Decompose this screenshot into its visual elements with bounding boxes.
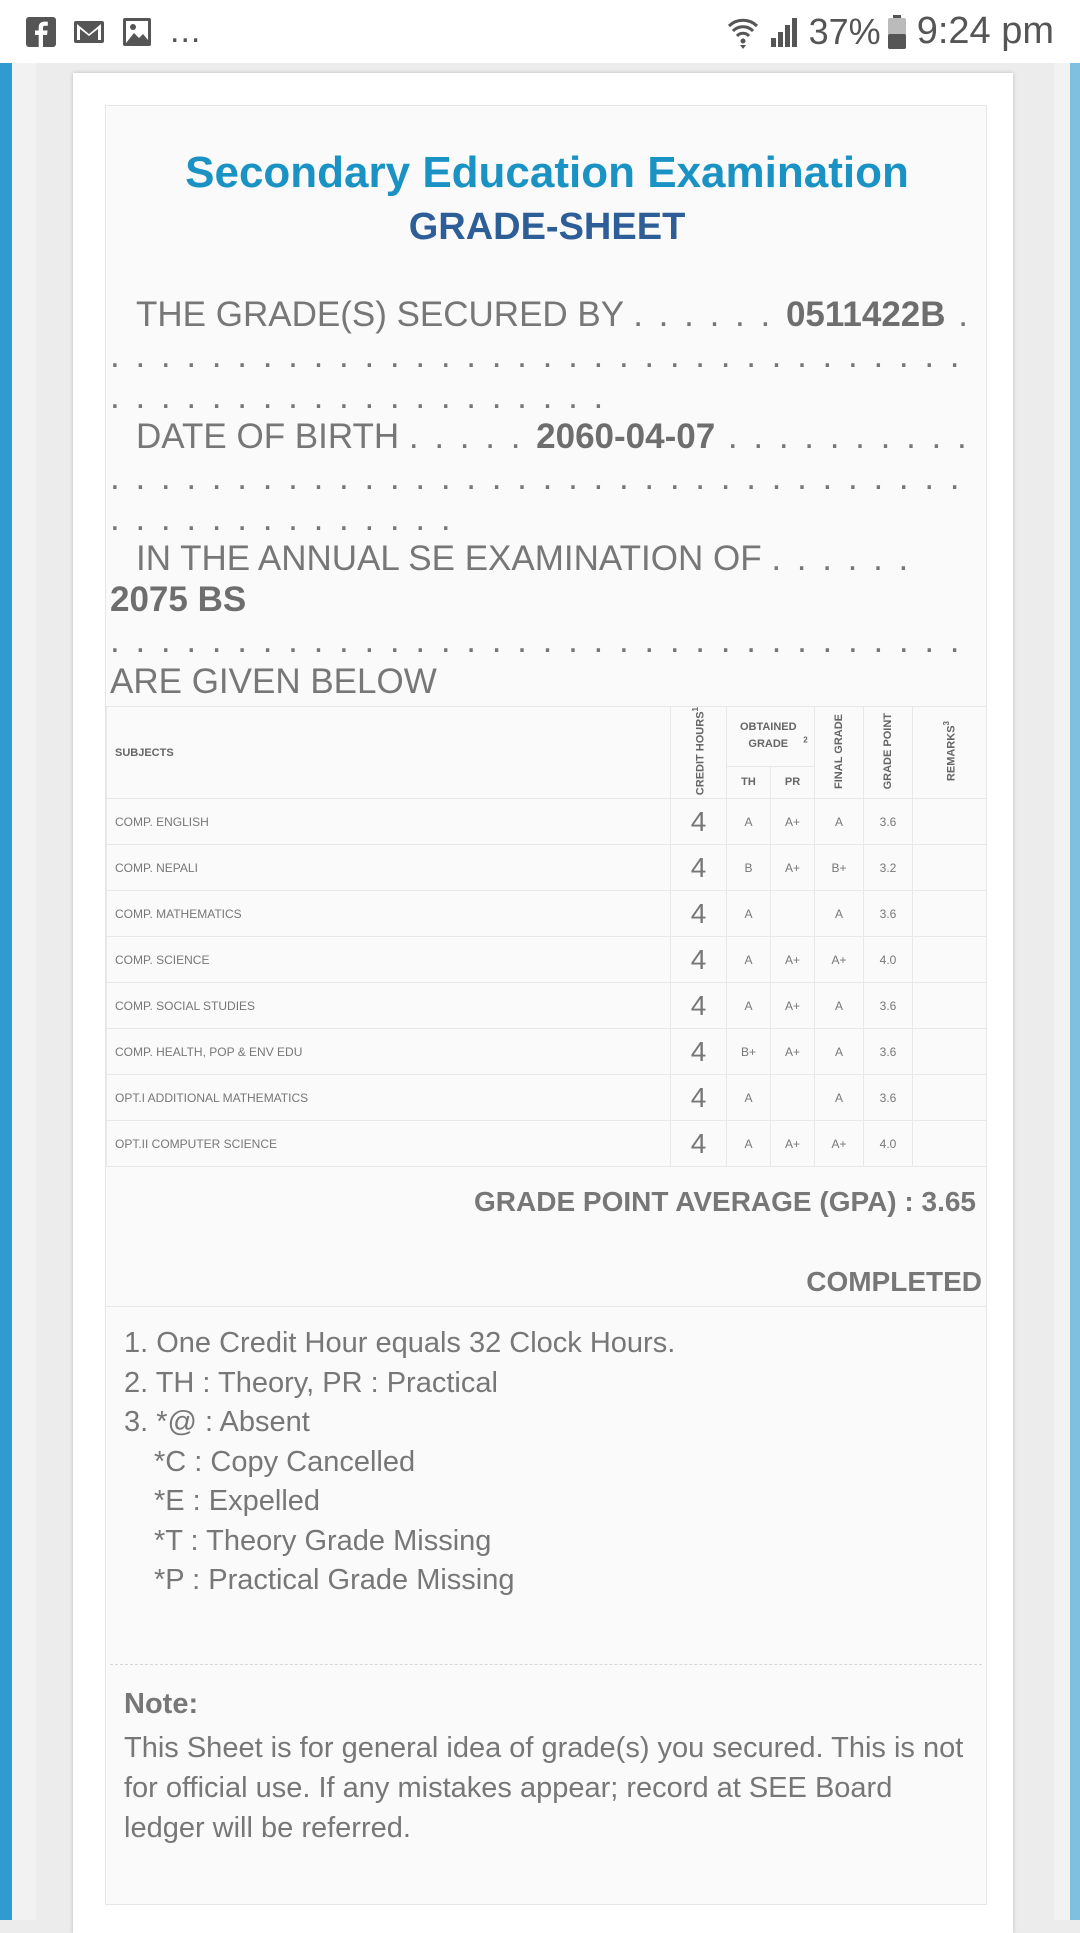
theory-grade-cell: A — [727, 799, 771, 845]
footnote-2: 2. TH : Theory, PR : Practical — [124, 1366, 498, 1399]
theory-grade-cell: A — [727, 983, 771, 1029]
practical-grade-cell — [771, 891, 815, 937]
note-body: This Sheet is for general idea of grade(s) you secured. This is not for official use. If any mistakes appear; record at SEE Board ledger will be referred. — [124, 1732, 964, 1844]
grade-point-cell: 3.6 — [864, 983, 913, 1029]
final-grade-cell: A — [815, 1075, 864, 1121]
credit-hours-cell: 4 — [671, 1075, 727, 1121]
secured-by-line: THE GRADE(S) SECURED BY . . . . . . 0511422B . . . . . . . . . . . . . . . . . . . . . . . . . . . . . . . . . . . . . . . . . . . . . . . . . . . . . . . — [110, 295, 971, 416]
dob-label: DATE OF BIRTH — [136, 417, 400, 456]
footnote-copy-cancelled: *C : Copy Cancelled — [154, 1445, 416, 1478]
practical-grade-cell: A+ — [771, 983, 815, 1029]
table-row — [107, 1121, 987, 1167]
table-row — [107, 891, 987, 937]
credit-hours-cell: 4 — [671, 1121, 727, 1167]
credit-hours-cell: 4 — [671, 983, 727, 1029]
grade-sheet — [105, 105, 987, 1905]
grades-table — [106, 706, 987, 1167]
gallery-icon — [120, 15, 154, 49]
footnote-practical-missing: *P : Practical Grade Missing — [154, 1564, 515, 1596]
facebook-icon — [24, 15, 58, 49]
credit-hours-header: CREDIT HOURS$^1$ — [671, 707, 727, 799]
status-bar — [0, 0, 1080, 63]
divider — [106, 1306, 986, 1307]
subject-cell: COMP. HEALTH, POP & ENV EDU — [107, 1029, 671, 1075]
credit-hours-cell: 4 — [671, 891, 727, 937]
subject-cell: OPT.II COMPUTER SCIENCE — [107, 1121, 671, 1167]
final-grade-header: FINAL GRADE — [815, 707, 864, 799]
grade-point-cell: 3.6 — [864, 1029, 913, 1075]
final-grade-cell: A — [815, 799, 864, 845]
footnote-3: 3. *@ : Absent — [124, 1406, 310, 1438]
subject-cell: OPT.I ADDITIONAL MATHEMATICS — [107, 1075, 671, 1121]
note-title: Note: — [124, 1688, 199, 1720]
grade-point-cell: 3.6 — [864, 891, 913, 937]
footnote-theory-missing: *T : Theory Grade Missing — [154, 1524, 492, 1557]
subjects-header: SUBJECTS — [107, 707, 671, 799]
remarks-cell — [913, 1121, 987, 1167]
th-header: TH — [727, 766, 771, 799]
remarks-cell — [913, 891, 987, 937]
practical-grade-cell: A+ — [771, 1121, 815, 1167]
gmail-icon — [72, 15, 106, 49]
practical-grade-cell: A+ — [771, 799, 815, 845]
left-margin — [12, 63, 36, 1920]
credit-hours-cell: 4 — [671, 1029, 727, 1075]
subject-cell: COMP. SCIENCE — [107, 937, 671, 983]
left-accent-stripe — [0, 63, 12, 1920]
remarks-cell — [913, 937, 987, 983]
grade-point-cell: 3.2 — [864, 845, 913, 891]
result-status: COMPLETED — [806, 1266, 982, 1297]
clock: 9:24 pm — [916, 10, 1054, 52]
remarks-header: REMARKS$^3$ — [913, 707, 987, 799]
final-grade-cell: A — [815, 983, 864, 1029]
table-row — [107, 799, 987, 845]
practical-grade-cell: A+ — [771, 845, 815, 891]
exam-suffix: ARE GIVEN BELOW — [110, 662, 437, 701]
practical-grade-cell: A+ — [771, 1029, 815, 1075]
final-grade-cell: B+ — [815, 845, 864, 891]
footnote-1: 1. One Credit Hour equals 32 Clock Hours. — [124, 1327, 676, 1359]
theory-grade-cell: A — [727, 1121, 771, 1167]
notification-icons — [24, 12, 201, 51]
table-row — [107, 845, 987, 891]
battery-icon — [887, 14, 907, 50]
dashed-divider — [110, 1664, 982, 1665]
obtained-grade-header: OBTAINED GRADE $^2$ — [727, 707, 815, 767]
dob-value: 2060-04-07 — [536, 417, 716, 456]
exam-year: 2075 BS — [110, 580, 247, 619]
system-status — [725, 10, 1054, 53]
credit-hours-cell: 4 — [671, 937, 727, 983]
table-row — [107, 1075, 987, 1121]
table-row — [107, 937, 987, 983]
more-notifications: ... — [170, 12, 202, 50]
table-row — [107, 1029, 987, 1075]
final-grade-cell: A — [815, 891, 864, 937]
footnotes — [124, 1324, 675, 1601]
subject-cell: COMP. NEPALI — [107, 845, 671, 891]
grade-point-cell: 3.6 — [864, 799, 913, 845]
signal-icon — [767, 14, 803, 50]
exam-line: IN THE ANNUAL SE EXAMINATION OF . . . . . . 2075 BS . . . . . . . . . . . . . . . . . . . . . . . . . . . . . . . . . . ARE GIVEN BELOW — [110, 539, 963, 701]
exam-title: Secondary Education Examination — [185, 148, 909, 197]
right-margin — [1054, 63, 1070, 1920]
right-accent-stripe — [1070, 63, 1080, 1920]
credit-hours-cell: 4 — [671, 799, 727, 845]
subject-cell: COMP. MATHEMATICS — [107, 891, 671, 937]
theory-grade-cell: B — [727, 845, 771, 891]
grade-sheet-title: GRADE-SHEET — [408, 206, 686, 248]
grade-point-cell: 4.0 — [864, 1121, 913, 1167]
footnote-expelled: *E : Expelled — [154, 1485, 321, 1517]
symbol-number: 0511422B — [785, 295, 946, 334]
final-grade-cell: A — [815, 1029, 864, 1075]
credit-hours-cell: 4 — [671, 845, 727, 891]
subject-cell: COMP. ENGLISH — [107, 799, 671, 845]
pr-header: PR — [771, 766, 815, 799]
wifi-icon — [725, 14, 761, 50]
exam-label: IN THE ANNUAL SE EXAMINATION OF — [136, 539, 762, 578]
remarks-cell — [913, 1029, 987, 1075]
final-grade-cell: A+ — [815, 1121, 864, 1167]
theory-grade-cell: B+ — [727, 1029, 771, 1075]
dob-line: DATE OF BIRTH . . . . . 2060-04-07 . . . . . . . . . . . . . . . . . . . . . . . . . . . . . . . . . . . . . . . . . . . . . . . . . . . . . . . . . . — [110, 417, 970, 538]
remarks-cell — [913, 845, 987, 891]
table-row — [107, 983, 987, 1029]
grade-point-header: GRADE POINT — [864, 707, 913, 799]
remarks-cell — [913, 983, 987, 1029]
theory-grade-cell: A — [727, 937, 771, 983]
practical-grade-cell — [771, 1075, 815, 1121]
remarks-cell — [913, 1075, 987, 1121]
final-grade-cell: A+ — [815, 937, 864, 983]
battery-percent: 37% — [808, 10, 881, 52]
theory-grade-cell: A — [727, 1075, 771, 1121]
remarks-cell — [913, 799, 987, 845]
practical-grade-cell: A+ — [771, 937, 815, 983]
gpa-value: GRADE POINT AVERAGE (GPA) : 3.65 — [474, 1186, 976, 1217]
subject-cell: COMP. SOCIAL STUDIES — [107, 983, 671, 1029]
grade-point-cell: 3.6 — [864, 1075, 913, 1121]
theory-grade-cell: A — [727, 891, 771, 937]
secured-by-label: THE GRADE(S) SECURED BY — [136, 295, 624, 334]
grade-point-cell: 4.0 — [864, 937, 913, 983]
